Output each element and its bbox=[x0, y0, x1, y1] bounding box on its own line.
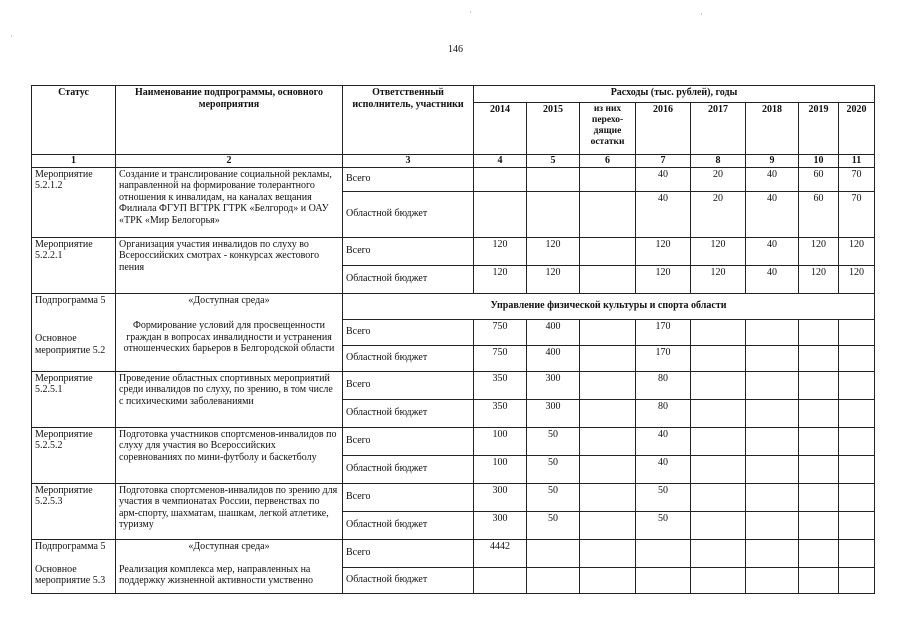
column-number: 1 bbox=[32, 155, 116, 168]
value-cell bbox=[839, 345, 875, 371]
column-number: 4 bbox=[474, 155, 527, 168]
value-cell: 120 bbox=[691, 265, 746, 293]
value-cell bbox=[691, 427, 746, 455]
value-cell: 50 bbox=[527, 511, 580, 539]
value-cell bbox=[580, 371, 636, 399]
value-cell bbox=[799, 567, 839, 593]
value-cell bbox=[580, 567, 636, 593]
scan-speck: ˙ bbox=[469, 10, 472, 20]
value-cell: 300 bbox=[527, 399, 580, 427]
value-cell: 60 bbox=[799, 191, 839, 237]
value-cell bbox=[839, 427, 875, 455]
label-regional: Областной бюджет bbox=[343, 511, 474, 539]
label-regional: Областной бюджет bbox=[343, 345, 474, 371]
label-regional: Областной бюджет bbox=[343, 399, 474, 427]
value-cell bbox=[799, 511, 839, 539]
label-regional: Областной бюджет bbox=[343, 191, 474, 237]
value-cell bbox=[580, 167, 636, 191]
value-cell: 70 bbox=[839, 167, 875, 191]
row-status: Мероприятие 5.2.5.3 bbox=[32, 483, 116, 539]
value-cell bbox=[839, 539, 875, 567]
column-number: 6 bbox=[580, 155, 636, 168]
value-cell bbox=[691, 399, 746, 427]
value-cell: 60 bbox=[799, 167, 839, 191]
value-cell bbox=[636, 539, 691, 567]
value-cell bbox=[691, 567, 746, 593]
value-cell bbox=[839, 455, 875, 483]
value-cell: 120 bbox=[474, 265, 527, 293]
value-cell: 400 bbox=[527, 345, 580, 371]
table-row bbox=[32, 483, 875, 511]
main-activity-status: Основное мероприятие 5.3 bbox=[35, 563, 106, 586]
value-cell bbox=[839, 319, 875, 345]
value-cell bbox=[746, 399, 799, 427]
value-cell bbox=[580, 483, 636, 511]
header-status: Статус bbox=[32, 86, 116, 155]
label-total: Всего bbox=[343, 427, 474, 455]
table-row bbox=[32, 319, 875, 345]
label-total: Всего bbox=[343, 319, 474, 345]
header-year: 2020 bbox=[839, 103, 875, 155]
label-regional: Областной бюджет bbox=[343, 455, 474, 483]
header-year: 2015 bbox=[527, 103, 580, 155]
value-cell bbox=[746, 511, 799, 539]
value-cell: 300 bbox=[474, 483, 527, 511]
value-cell bbox=[839, 567, 875, 593]
value-cell bbox=[691, 455, 746, 483]
value-cell bbox=[746, 345, 799, 371]
value-cell bbox=[580, 191, 636, 237]
row-status: Мероприятие 5.2.2.1 bbox=[32, 237, 116, 293]
value-cell bbox=[799, 371, 839, 399]
value-cell: 100 bbox=[474, 427, 527, 455]
value-cell bbox=[799, 427, 839, 455]
label-regional: Областной бюджет bbox=[343, 567, 474, 593]
value-cell: 300 bbox=[527, 371, 580, 399]
subprogram-name bbox=[116, 539, 343, 593]
value-cell bbox=[799, 455, 839, 483]
label-total: Всего bbox=[343, 483, 474, 511]
value-cell: 80 bbox=[636, 371, 691, 399]
value-cell bbox=[839, 483, 875, 511]
header-year: 2018 bbox=[746, 103, 799, 155]
value-cell bbox=[746, 319, 799, 345]
value-cell bbox=[527, 191, 580, 237]
header-year: 2019 bbox=[799, 103, 839, 155]
subprogram-status bbox=[32, 539, 116, 593]
value-cell: 120 bbox=[799, 237, 839, 265]
value-cell: 400 bbox=[527, 319, 580, 345]
value-cell bbox=[580, 427, 636, 455]
value-cell: 40 bbox=[636, 427, 691, 455]
value-cell bbox=[839, 511, 875, 539]
value-cell bbox=[799, 483, 839, 511]
row-status: Мероприятие 5.2.5.2 bbox=[32, 427, 116, 483]
header-executor: Ответственный исполнитель, участники bbox=[343, 86, 474, 155]
row-name: Подготовка спортсменов-инвалидов по зрению для участия в чемпионатах России, первенствах по арм-спорту, шахматам, шашкам, легкой атлетике, туризму bbox=[116, 483, 343, 539]
value-cell: 100 bbox=[474, 455, 527, 483]
value-cell bbox=[474, 191, 527, 237]
column-number: 7 bbox=[636, 155, 691, 168]
subprogram-label: Подпрограмма 5 bbox=[35, 540, 106, 552]
scan-speck: ˙ bbox=[10, 34, 13, 44]
value-cell bbox=[527, 567, 580, 593]
value-cell: 40 bbox=[746, 167, 799, 191]
value-cell bbox=[746, 483, 799, 511]
column-number: 5 bbox=[527, 155, 580, 168]
value-cell: 40 bbox=[636, 167, 691, 191]
value-cell: 170 bbox=[636, 345, 691, 371]
value-cell bbox=[799, 539, 839, 567]
value-cell: 350 bbox=[474, 371, 527, 399]
value-cell bbox=[746, 539, 799, 567]
value-cell bbox=[691, 483, 746, 511]
value-cell: 750 bbox=[474, 345, 527, 371]
value-cell bbox=[691, 539, 746, 567]
value-cell bbox=[691, 319, 746, 345]
value-cell bbox=[746, 455, 799, 483]
executor-heading: Управление физической культуры и спорта области bbox=[343, 293, 875, 319]
value-cell: 300 bbox=[474, 511, 527, 539]
header-year: 2017 bbox=[691, 103, 746, 155]
value-cell: 120 bbox=[636, 237, 691, 265]
column-number: 8 bbox=[691, 155, 746, 168]
label-total: Всего bbox=[343, 237, 474, 265]
value-cell bbox=[580, 319, 636, 345]
value-cell: 50 bbox=[636, 511, 691, 539]
value-cell bbox=[799, 399, 839, 427]
scan-speck: ˙ bbox=[700, 12, 703, 22]
value-cell bbox=[580, 539, 636, 567]
value-cell bbox=[839, 371, 875, 399]
main-activity-status: Основное мероприятие 5.2 bbox=[32, 319, 116, 371]
value-cell: 120 bbox=[691, 237, 746, 265]
value-cell: 750 bbox=[474, 319, 527, 345]
column-number: 9 bbox=[746, 155, 799, 168]
row-name: Проведение областных спортивных мероприятий среди инвалидов по слуху, по зрению, в том числе с психическими заболеваниями bbox=[116, 371, 343, 427]
header-expenses: Расходы (тыс. рублей), годы bbox=[474, 86, 875, 103]
value-cell bbox=[746, 427, 799, 455]
value-cell bbox=[691, 345, 746, 371]
value-cell bbox=[474, 567, 527, 593]
value-cell bbox=[580, 345, 636, 371]
row-name: Подготовка участников спортсменов-инвалидов по слуху для участия во Всероссийских соревнованиях по мини-футболу и баскетболу bbox=[116, 427, 343, 483]
value-cell: 40 bbox=[636, 191, 691, 237]
row-status: Мероприятие 5.2.5.1 bbox=[32, 371, 116, 427]
label-total: Всего bbox=[343, 539, 474, 567]
header-name: Наименование подпрограммы, основного мероприятия bbox=[116, 86, 343, 155]
subprogram-name: «Доступная среда» bbox=[116, 293, 343, 319]
value-cell bbox=[580, 265, 636, 293]
label-total: Всего bbox=[343, 371, 474, 399]
value-cell: 120 bbox=[474, 237, 527, 265]
value-cell: 20 bbox=[691, 167, 746, 191]
subprogram-title: «Доступная среда» bbox=[188, 540, 270, 552]
value-cell: 50 bbox=[527, 483, 580, 511]
value-cell: 170 bbox=[636, 319, 691, 345]
value-cell: 40 bbox=[746, 237, 799, 265]
expenses-table bbox=[31, 85, 875, 594]
value-cell: 120 bbox=[527, 265, 580, 293]
value-cell bbox=[580, 511, 636, 539]
value-cell: 40 bbox=[636, 455, 691, 483]
value-cell: 50 bbox=[527, 455, 580, 483]
value-cell: 120 bbox=[839, 237, 875, 265]
label-regional: Областной бюджет bbox=[343, 265, 474, 293]
value-cell: 80 bbox=[636, 399, 691, 427]
value-cell: 40 bbox=[746, 265, 799, 293]
table-row bbox=[32, 237, 875, 265]
row-status: Мероприятие 5.2.1.2 bbox=[32, 167, 116, 237]
table-row bbox=[32, 539, 875, 567]
value-cell bbox=[746, 371, 799, 399]
value-cell: 4442 bbox=[474, 539, 527, 567]
value-cell bbox=[474, 167, 527, 191]
value-cell: 50 bbox=[527, 427, 580, 455]
page-number: 146 bbox=[448, 44, 463, 55]
value-cell bbox=[580, 455, 636, 483]
value-cell: 120 bbox=[799, 265, 839, 293]
value-cell bbox=[636, 567, 691, 593]
value-cell bbox=[580, 399, 636, 427]
value-cell bbox=[839, 399, 875, 427]
value-cell: 20 bbox=[691, 191, 746, 237]
value-cell: 70 bbox=[839, 191, 875, 237]
value-cell bbox=[799, 345, 839, 371]
header-year: 2014 bbox=[474, 103, 527, 155]
main-activity-name: Реализация комплекса мер, направленных на поддержку жизненной активности умственно bbox=[119, 563, 314, 586]
subprogram-status: Подпрограмма 5 bbox=[32, 293, 116, 319]
row-name: Создание и транслирование социальной рекламы, направленной на формирование толерантного отношения к инвалидам, на каналах вещания Филиала ФГУП ВГТРК ГТРК «Белгород» и ОАУ «ТРК «Мир Белогорья» bbox=[116, 167, 343, 237]
label-total: Всего bbox=[343, 167, 474, 191]
value-cell bbox=[746, 567, 799, 593]
value-cell: 120 bbox=[839, 265, 875, 293]
value-cell: 120 bbox=[636, 265, 691, 293]
column-number: 3 bbox=[343, 155, 474, 168]
value-cell: 50 bbox=[636, 483, 691, 511]
table-row bbox=[32, 427, 875, 455]
value-cell bbox=[691, 511, 746, 539]
value-cell bbox=[799, 319, 839, 345]
value-cell bbox=[580, 237, 636, 265]
column-number: 11 bbox=[839, 155, 875, 168]
main-activity-name: Формирование условий для просвещенности граждан в вопросах инвалидности и устранения отношенческих барьеров в Белгородской области bbox=[116, 319, 343, 371]
value-cell: 120 bbox=[527, 237, 580, 265]
column-number: 10 bbox=[799, 155, 839, 168]
table-row bbox=[32, 167, 875, 191]
header-year: 2016 bbox=[636, 103, 691, 155]
value-cell: 350 bbox=[474, 399, 527, 427]
column-number: 2 bbox=[116, 155, 343, 168]
value-cell bbox=[527, 539, 580, 567]
header-carryover: из них перехо-дящие остатки bbox=[580, 103, 636, 155]
value-cell: 40 bbox=[746, 191, 799, 237]
row-name: Организация участия инвалидов по слуху во Всероссийских смотрах - конкурсах жестового пения bbox=[116, 237, 343, 293]
value-cell bbox=[527, 167, 580, 191]
table-row bbox=[32, 293, 875, 319]
table-row bbox=[32, 371, 875, 399]
value-cell bbox=[691, 371, 746, 399]
